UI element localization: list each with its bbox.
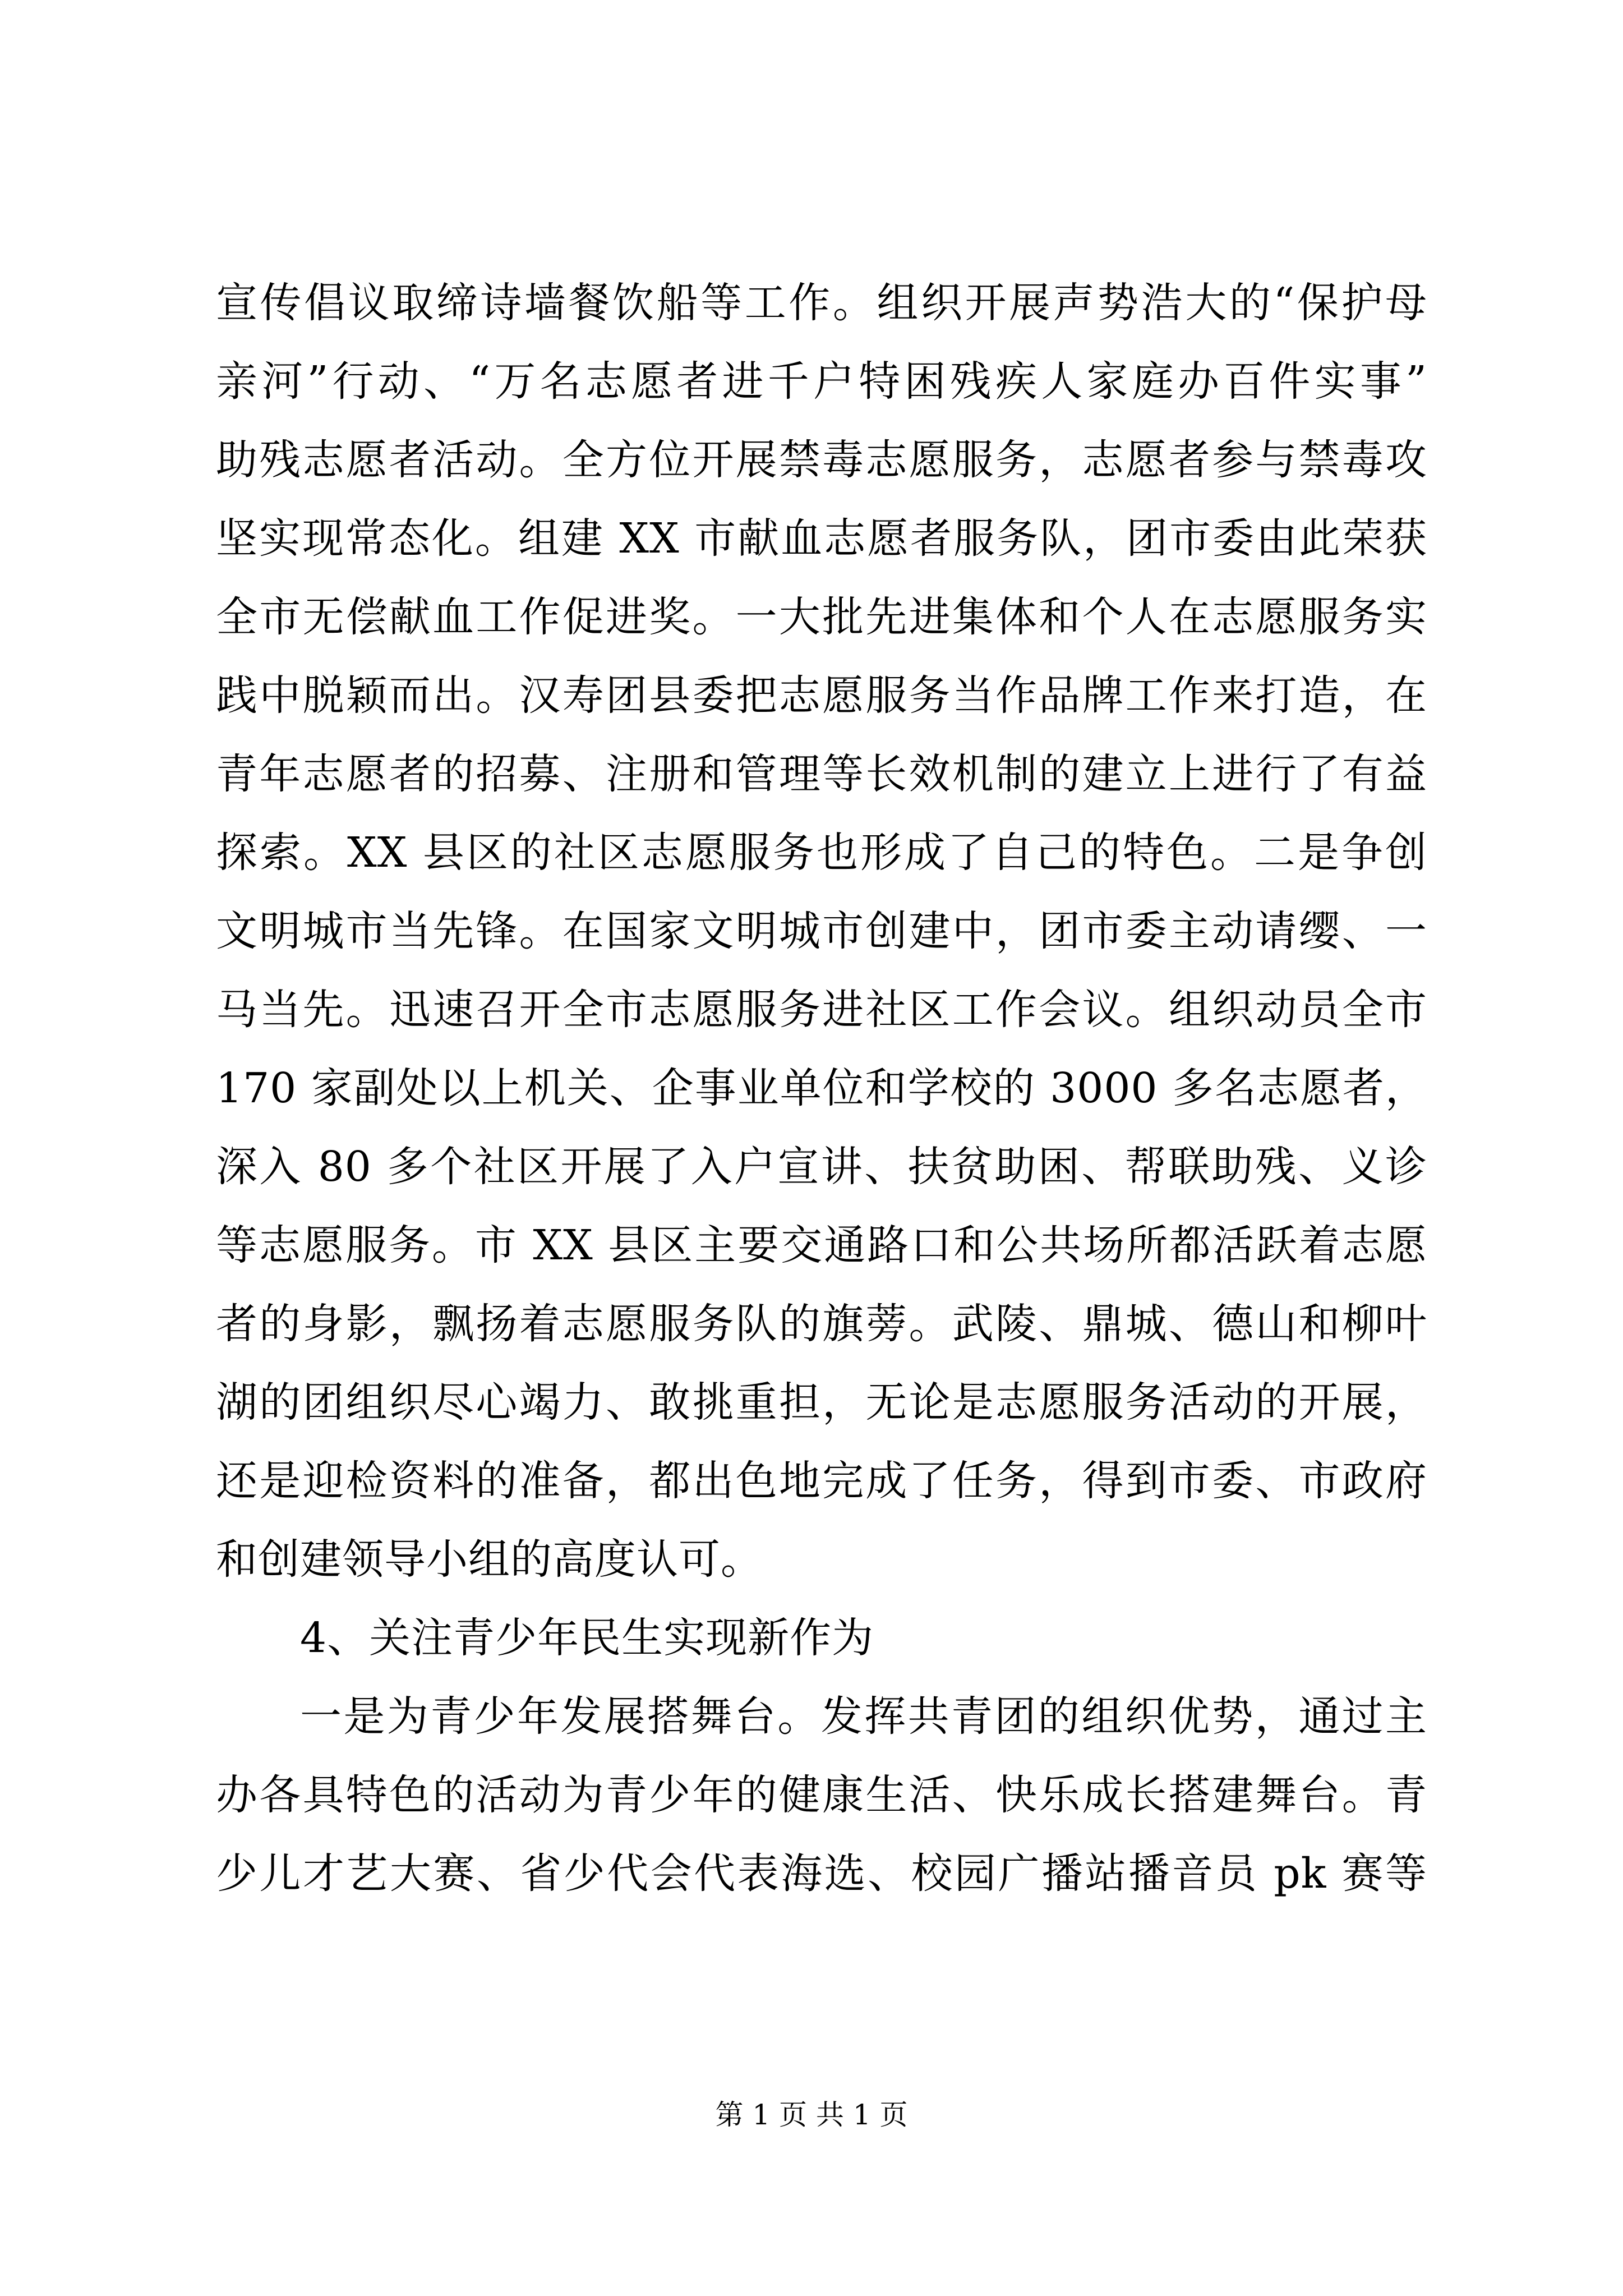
text-line: 全市无偿献血工作促进奖。一大批先进集体和个人在志愿服务实: [216, 593, 1427, 641]
page-number-footer: 第 1 页 共 1 页: [715, 2099, 908, 2131]
text-line: 深入 80 多个社区开展了入户宣讲、扶贫助困、帮联助残、义诊: [216, 1143, 1427, 1191]
text-line: 助残志愿者活动。全方位开展禁毒志愿服务，志愿者参与禁毒攻: [216, 436, 1427, 484]
text-line: 亲河”行动、“万名志愿者进千户特困残疾人家庭办百件实事”: [216, 357, 1427, 406]
text-line: 宣传倡议取缔诗墙餐饮船等工作。组织开展声势浩大的“保护母: [216, 279, 1427, 327]
text-line: 文明城市当先锋。在国家文明城市创建中，团市委主动请缨、一: [216, 907, 1427, 955]
body-text: [216, 264, 1427, 1913]
text-line: 少儿才艺大赛、省少代会代表海选、校园广播站播音员 pk 赛等: [216, 1849, 1427, 1898]
text-line: 等志愿服务。市 XX 县区主要交通路口和公共场所都活跃着志愿: [216, 1221, 1427, 1269]
text-line: 和创建领导小组的高度认可。: [216, 1535, 763, 1584]
text-line: 湖的团组织尽心竭力、敢挑重担，无论是志愿服务活动的开展，: [216, 1378, 1427, 1427]
text-line: 探索。XX 县区的社区志愿服务也形成了自己的特色。二是争创: [216, 829, 1427, 877]
text-line: 青年志愿者的招募、注册和管理等长效机制的建立上进行了有益: [216, 750, 1427, 798]
paragraph-first-line: 一是为青少年发展搭舞台。发挥共青团的组织优势，通过主: [300, 1692, 1427, 1741]
text-line: 马当先。迅速召开全市志愿服务进社区工作会议。组织动员全市: [216, 986, 1427, 1034]
text-line: 还是迎检资料的准备，都出色地完成了任务，得到市委、市政府: [216, 1457, 1427, 1505]
text-line: 者的身影，飘扬着志愿服务队的旗蒡。武陵、鼎城、德山和柳叶: [216, 1300, 1427, 1348]
section-heading: 4、关注青少年民生实现新作为: [300, 1614, 874, 1662]
text-line: 办各具特色的活动为青少年的健康生活、快乐成长搭建舞台。青: [216, 1771, 1427, 1819]
text-line: 践中脱颖而出。汉寿团县委把志愿服务当作品牌工作来打造，在: [216, 671, 1427, 720]
text-line: 170 家副处以上机关、企事业单位和学校的 3000 多名志愿者，: [216, 1064, 1427, 1112]
text-line: 坚实现常态化。组建 XX 市献血志愿者服务队，团市委由此荣获: [216, 514, 1427, 563]
